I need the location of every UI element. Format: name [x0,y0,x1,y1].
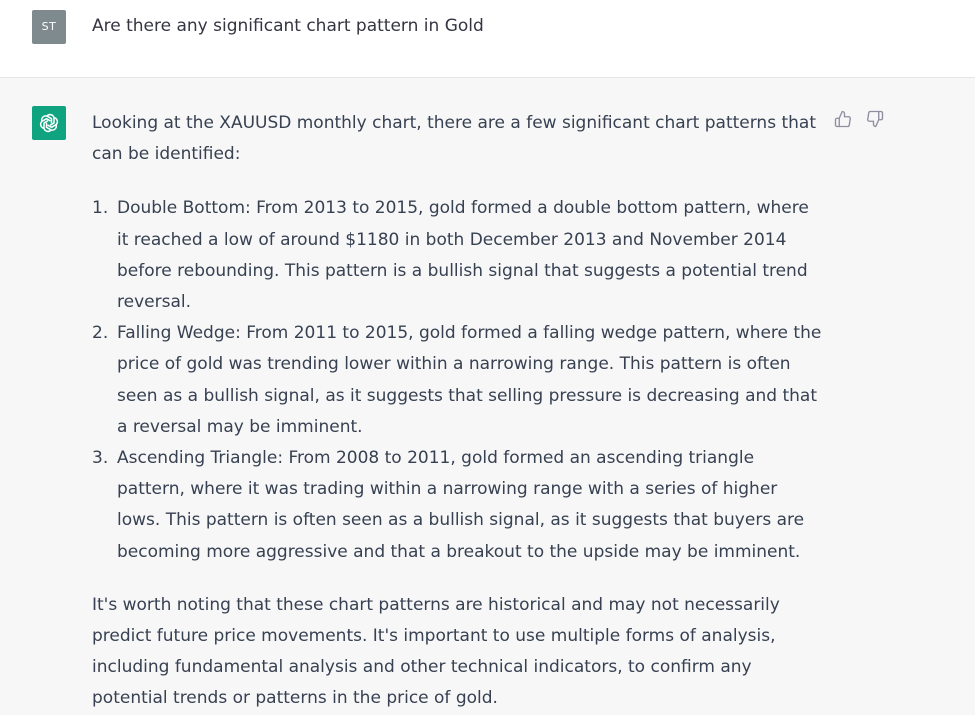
list-item-text: Falling Wedge: From 2011 to 2015, gold formed a falling wedge pattern, where the price of gold was trending lower within a narrowing range. This pattern is often seen as a bullish signal, as it suggests that selling pressure is decreasing and that a reversal may be imminent. [117,323,822,437]
assistant-outro-text: It's worth noting that these chart patterns are historical and may not necessarily predict future price movements. It's important to use multiple forms of analysis, including fundamental analysis and other technical indicators, to confirm any potential trends or patterns in the price of gold. [92,594,780,709]
user-message-row [0,0,975,78]
thumbs-up-button[interactable] [834,110,852,128]
feedback-buttons [834,110,884,128]
user-avatar: ST [32,10,66,44]
thumbs-down-icon [866,110,884,128]
list-item [92,193,822,318]
list-item-number: 3. [92,448,109,469]
assistant-message-content [92,108,822,715]
thumbs-up-icon [834,110,852,128]
list-item [92,318,822,443]
user-message-text: Are there any significant chart pattern in Gold [92,16,484,36]
thumbs-down-button[interactable] [866,110,884,128]
openai-logo-icon [37,111,61,135]
list-item [92,443,822,568]
list-item-text: Ascending Triangle: From 2008 to 2011, gold formed an ascending triangle pattern, where it was trading within a narrowing range with a series of higher lows. This pattern is often seen as a bullish signal, as it suggests that buyers are becoming more aggressive and that a breakout to the upside may be imminent. [117,448,805,562]
assistant-intro-text: Looking at the XAUUSD monthly chart, there are a few significant chart patterns that can be identified: [92,113,816,165]
list-item-number: 2. [92,323,109,344]
assistant-message-row [0,78,975,709]
pattern-list [92,193,822,567]
assistant-avatar [32,106,66,140]
list-item-text: Double Bottom: From 2013 to 2015, gold formed a double bottom pattern, where it reached a low of around $1180 in both December 2013 and November 2014 before rebounding. This pattern is a bullish signal that suggests a potential trend reversal. [117,198,809,313]
list-item-number: 1. [92,198,109,219]
